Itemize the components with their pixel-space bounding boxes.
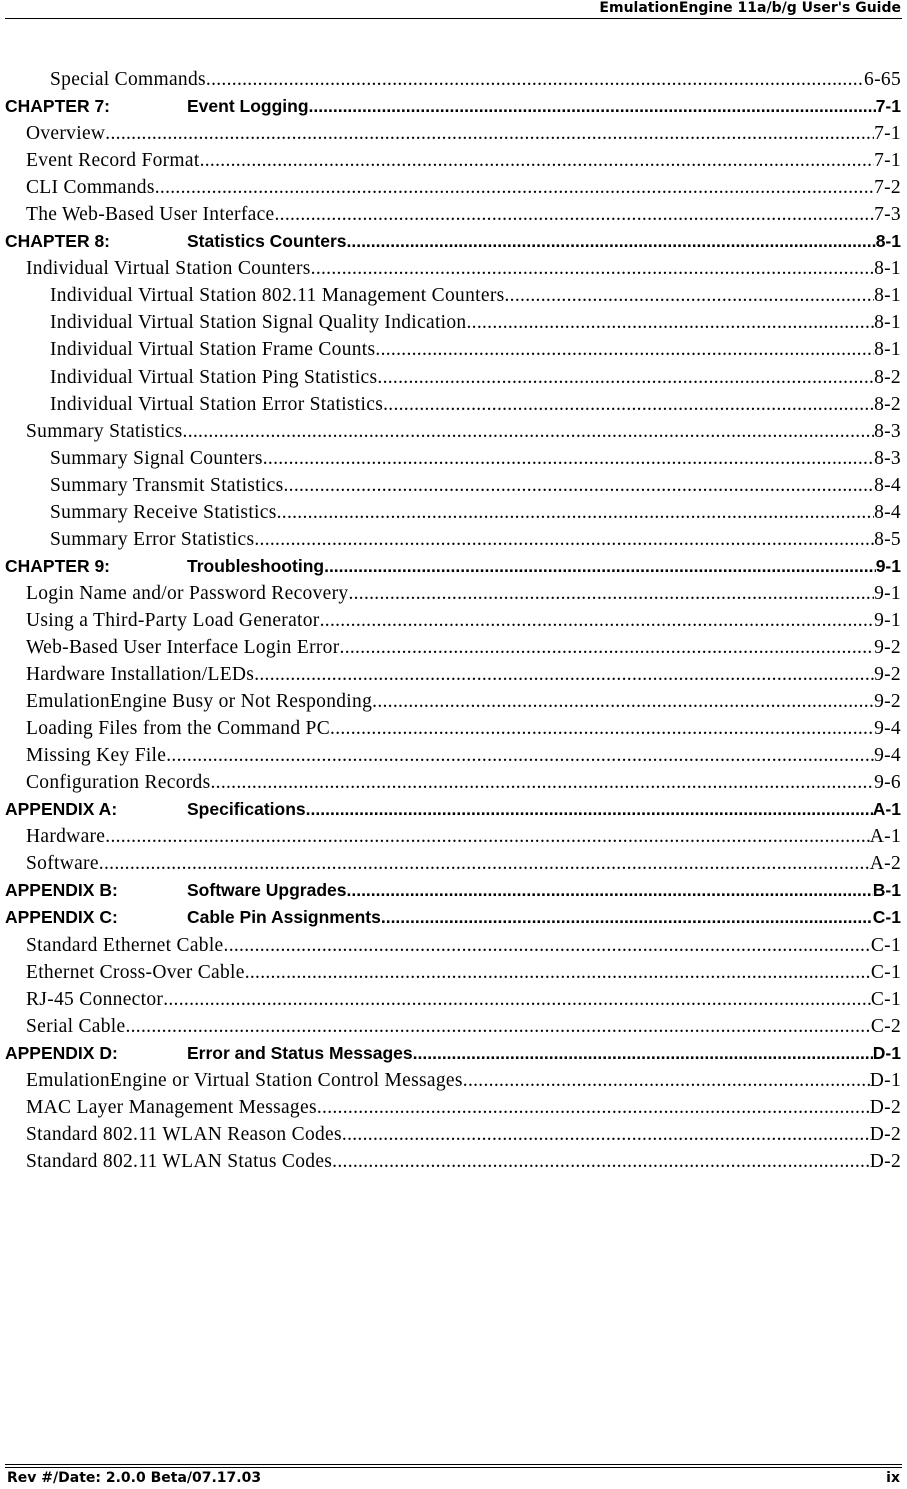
toc-entry-title [5,877,346,904]
toc-page-number: A-1 [869,826,901,848]
toc-entry[interactable] [5,201,901,228]
toc-page-number: 9-2 [874,664,901,686]
dot-leader [206,66,864,93]
dot-leader [346,877,872,904]
toc-entry-title [26,418,183,445]
toc-page-number: 9-1 [874,582,901,604]
toc-entry[interactable] [5,688,901,715]
toc-entry-title [50,66,206,93]
toc-entry-title [26,1148,332,1175]
toc-entry-text: Individual Virtual Station Error Statistics [50,393,384,415]
toc-entry-title [26,1013,125,1040]
dot-leader [245,959,871,986]
dot-leader [346,228,875,255]
toc-entry-title [26,742,166,769]
toc-entry-title [26,1094,317,1121]
toc-entry-text: Individual Virtual Station Frame Counts [50,339,376,361]
toc-entry-title [26,715,330,742]
toc-entry[interactable] [5,1013,901,1040]
toc-page-number: 8-1 [874,312,901,334]
dot-leader [466,309,874,336]
toc-page-number: 6-65 [864,69,901,90]
dot-leader [381,904,873,931]
toc-entry-title [26,255,311,282]
toc-entry-text: Error and Status Messages [187,1042,413,1063]
toc-page-number: 8-2 [874,366,901,388]
dot-leader [309,93,876,120]
dot-leader [505,282,875,309]
toc-page-number: 8-1 [874,285,901,307]
toc-chapter-label: CHAPTER 9: [5,555,111,576]
toc-entry[interactable] [5,309,901,336]
toc-page-number: 9-4 [874,745,901,767]
toc-entry[interactable] [5,661,901,688]
dot-leader [375,336,874,363]
toc-entry-text: RJ-45 Connector [26,988,164,1010]
toc-chapter-label: APPENDIX A: [5,799,118,820]
toc-entry[interactable] [5,364,901,391]
toc-entry-text: Summary Receive Statistics [50,501,277,523]
toc-chapter-label: APPENDIX D: [5,1042,118,1063]
toc-entry[interactable] [5,282,901,309]
toc-page-number: 9-2 [874,691,901,713]
toc-entry-text: Individual Virtual Station Counters [26,258,311,280]
toc-entry-text: Summary Transmit Statistics [50,474,284,496]
toc-entry-title [5,904,381,931]
toc-entry-title [50,391,383,418]
dot-leader [274,201,874,228]
toc-entry-title [26,120,105,147]
toc-entry[interactable] [5,959,901,986]
dot-leader [166,742,874,769]
toc-entry-title [26,607,320,634]
toc-entry-title [26,634,340,661]
toc-entry-text: Cable Pin Assignments [187,907,381,928]
toc-entry[interactable] [5,823,901,850]
dot-leader [224,932,871,959]
dot-leader [324,553,876,580]
toc-entry-title [26,201,274,228]
footer-rule [5,1464,902,1465]
footer-page-number: ix [886,1470,900,1486]
toc-entry[interactable] [5,445,901,472]
dot-leader [320,607,875,634]
toc-entry-title [26,932,224,959]
dot-leader [348,580,874,607]
toc-entry-title [26,850,99,877]
footer-rule-double [5,1467,902,1468]
toc-page-number: C-1 [870,988,901,1010]
toc-entry-title [50,309,466,336]
toc-entry[interactable] [5,932,901,959]
dot-leader [283,472,874,499]
toc-entry-text: Ethernet Cross-Over Cable [26,961,245,983]
toc-entry[interactable] [5,526,901,553]
toc-entry-title [26,580,348,607]
toc-page-number: D-1 [869,1069,901,1091]
toc-entry-text: Specifications [187,799,306,820]
toc-entry[interactable] [5,1067,901,1094]
toc-page-number: 7-3 [874,204,901,226]
toc-entry[interactable] [5,147,901,174]
dot-leader [263,445,874,472]
toc-entry[interactable] [5,580,901,607]
toc-page-number: 9-4 [874,718,901,740]
toc-entry[interactable] [5,391,901,418]
toc-entry-text: Hardware [26,826,106,848]
toc-entry-title [26,688,372,715]
toc-chapter-label: APPENDIX B: [5,880,118,901]
header-rule [5,18,902,19]
toc-page-number: 9-6 [874,772,901,794]
toc-entry-text: MAC Layer Management Messages [26,1096,317,1118]
toc-entry-text: Summary Statistics [26,420,183,442]
toc-page-number: 8-2 [874,393,901,415]
toc-entry-text: Summary Signal Counters [50,447,263,469]
toc-entry[interactable] [5,1148,901,1175]
toc-entry-title [50,336,375,363]
toc-entry-text: Using a Third-Party Load Generator [26,609,320,631]
toc-entry-text: Web-Based User Interface Login Error [26,636,340,658]
toc-page-number: C-1 [870,934,901,956]
toc-entry-text: Event Record Format [26,150,200,172]
toc-entry[interactable] [5,986,901,1013]
toc-entry[interactable] [5,742,901,769]
toc-entry-text: Troubleshooting [187,555,325,576]
dot-leader [254,661,874,688]
toc-page-number: 9-1 [875,555,901,576]
toc-entry-text: Missing Key File [26,745,167,767]
toc-entry-title [50,364,377,391]
dot-leader [377,364,874,391]
toc-chapter-entry[interactable] [5,93,901,120]
dot-leader [342,1121,870,1148]
toc-entry-title [26,769,210,796]
toc-entry-title [50,472,283,499]
toc-chapter-label: CHAPTER 7: [5,96,111,117]
toc-entry-text: EmulationEngine or Virtual Station Control Messages [26,1069,463,1091]
toc-entry-title [5,93,309,120]
toc-entry[interactable] [5,769,901,796]
toc-page-number: 8-1 [874,258,901,280]
toc-entry-text: The Web-Based User Interface [26,204,275,226]
toc-chapter-label: CHAPTER 8: [5,231,111,252]
toc-entry-title [26,986,163,1013]
toc-entry-title [26,174,155,201]
toc-page-number: 8-1 [875,231,901,252]
toc-entry-text: Login Name and/or Password Recovery [26,582,349,604]
toc-entry-text: Software Upgrades [187,880,347,901]
dot-leader [277,499,874,526]
toc-chapter-entry[interactable] [5,796,901,823]
running-header-title: EmulationEngine 11a/b/g User's Guide [599,0,901,16]
toc-entry-title [26,959,245,986]
dot-leader [210,769,874,796]
toc-chapter-entry[interactable] [5,877,901,904]
toc-page-number: 8-5 [874,528,901,550]
dot-leader [332,1148,870,1175]
toc-entry[interactable] [5,336,901,363]
toc-entry-text: Individual Virtual Station Ping Statistics [50,366,378,388]
dot-leader [317,1094,870,1121]
dot-leader [383,391,874,418]
toc-entry-text: Individual Virtual Station Signal Quality Indication [50,312,467,334]
dot-leader [99,850,870,877]
toc-entry-text: Standard 802.11 WLAN Status Codes [26,1150,333,1172]
toc-page-number: 7-2 [874,177,901,199]
toc-entry-text: Software [26,853,99,875]
toc-page-number: 8-4 [874,501,901,523]
toc-page-number: C-1 [870,961,901,983]
dot-leader [413,1040,873,1067]
toc-entry-text: EmulationEngine Busy or Not Responding [26,691,373,713]
toc-page-number: 8-1 [874,339,901,361]
dot-leader [105,120,874,147]
toc-entry-title [50,526,254,553]
toc-entry[interactable] [5,174,901,201]
dot-leader [463,1067,870,1094]
toc-page-number: C-1 [872,907,901,928]
toc-entry-title [50,445,263,472]
toc-page-number: A-2 [869,853,901,875]
toc-page-number: B-1 [872,880,901,901]
dot-leader [183,418,875,445]
toc-page-number: 7-1 [875,96,901,117]
toc-entry[interactable] [5,634,901,661]
dot-leader [125,1013,870,1040]
dot-leader [254,526,874,553]
dot-leader [330,715,874,742]
toc-entry-text: Hardware Installation/LEDs [26,664,255,686]
toc-entry[interactable] [5,472,901,499]
dot-leader [163,986,871,1013]
dot-leader [340,634,875,661]
dot-leader [200,147,875,174]
toc-entry[interactable] [5,607,901,634]
footer-revision: Rev #/Date: 2.0.0 Beta/07.17.03 [7,1470,262,1486]
toc-entry[interactable] [5,120,901,147]
toc-chapter-entry[interactable] [5,228,901,255]
toc-entry[interactable] [5,1094,901,1121]
toc-entry-title [5,1040,413,1067]
toc-entry-title [5,228,346,255]
toc-page-number: 9-2 [874,636,901,658]
toc-entry[interactable] [5,66,901,93]
toc-entry-title [26,1067,463,1094]
toc-entry-title [5,796,306,823]
toc-page-number: 7-1 [874,123,901,145]
toc-page-number: 8-3 [874,420,901,442]
toc-entry-text: Serial Cable [26,1015,126,1037]
toc-page-number: 8-4 [874,474,901,496]
toc-entry[interactable] [5,255,901,282]
toc-entry-text: Standard 802.11 WLAN Reason Codes [26,1123,342,1145]
toc-entry-text: Loading Files from the Command PC [26,718,331,740]
toc-entry[interactable] [5,499,901,526]
toc-page-number: A-1 [872,799,901,820]
toc-page-number: C-2 [870,1015,901,1037]
toc-page-number: 8-3 [874,447,901,469]
toc-entry-text: Special Commands [50,69,206,90]
toc-entry-text: Event Logging [187,96,309,117]
toc-entry-text: CLI Commands [26,177,155,199]
toc-entry-title [26,1121,342,1148]
toc-entry-title [50,499,277,526]
toc-entry-text: Summary Error Statistics [50,528,255,550]
toc-entry[interactable] [5,1121,901,1148]
toc-page-number: D-1 [872,1042,901,1063]
toc-chapter-entry[interactable] [5,553,901,580]
table-of-contents [5,66,901,1175]
toc-entry-text: Overview [26,123,106,145]
toc-entry-title [5,553,324,580]
dot-leader [155,174,874,201]
toc-entry[interactable] [5,850,901,877]
toc-chapter-label: APPENDIX C: [5,907,118,928]
toc-entry-title [26,147,200,174]
dot-leader [105,823,869,850]
toc-entry-text: Standard Ethernet Cable [26,934,224,956]
toc-page-number: 7-1 [874,150,901,172]
toc-entry-title [50,282,505,309]
dot-leader [311,255,874,282]
toc-entry-title [26,661,254,688]
toc-entry-text: Statistics Counters [187,231,347,252]
dot-leader [372,688,874,715]
dot-leader [306,796,873,823]
toc-page-number: D-2 [869,1150,901,1172]
toc-entry[interactable] [5,715,901,742]
toc-page-number: D-2 [869,1123,901,1145]
toc-entry[interactable] [5,418,901,445]
toc-entry-text: Individual Virtual Station 802.11 Management Counters [50,285,505,307]
toc-chapter-entry[interactable] [5,904,901,931]
toc-chapter-entry[interactable] [5,1040,901,1067]
toc-page-number: D-2 [869,1096,901,1118]
toc-entry-title [26,823,105,850]
toc-page-number: 9-1 [874,609,901,631]
toc-entry-text: Configuration Records [26,772,211,794]
